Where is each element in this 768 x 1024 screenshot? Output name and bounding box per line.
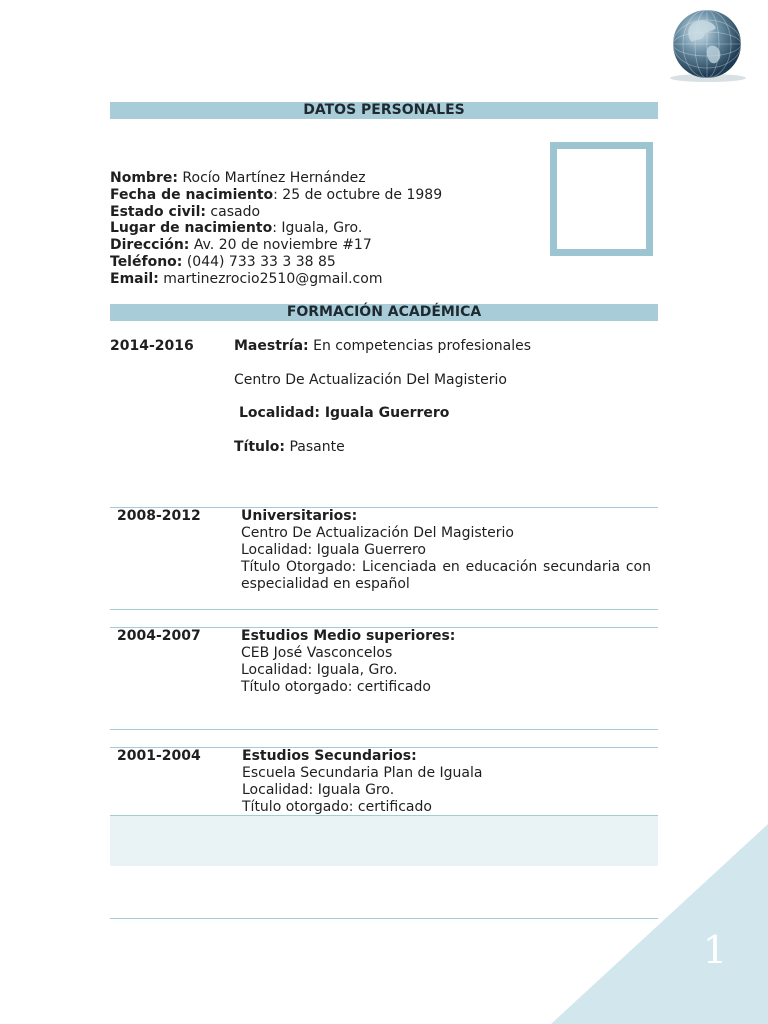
- field-value: martinezrocio2510@gmail.com: [158, 270, 383, 287]
- field-value: Rocío Martínez Hernández: [177, 170, 366, 186]
- entry-heading: Estudios Medio superiores:: [241, 628, 456, 644]
- section-title-datos-personales: DATOS PERSONALES: [110, 102, 658, 119]
- field-value: (044) 733 33 3 38 85: [182, 253, 336, 270]
- maestria-title: [234, 439, 345, 456]
- entry-secundarios: [242, 748, 482, 816]
- field-email: [110, 271, 540, 288]
- entry-years-secundarios: 2001-2004: [117, 748, 201, 764]
- entry-institution: CEB José Vasconcelos: [241, 645, 393, 661]
- entry-years-maestria: 2014-2016: [110, 338, 194, 354]
- field-label: Teléfono:: [110, 253, 183, 270]
- field-value: : Iguala, Gro.: [272, 220, 363, 237]
- entry-degree: Título Otorgado: Licenciada en educación secundaria con especialidad en español: [241, 559, 651, 592]
- field-label: Email:: [110, 270, 159, 287]
- entry-universitarios: [241, 508, 651, 593]
- divider: [110, 609, 658, 610]
- field-label: Fecha de nacimiento: [110, 186, 274, 203]
- entry-locality: Localidad: Iguala Gro.: [242, 782, 395, 798]
- maestria-title-label: Título:: [234, 439, 286, 455]
- maestria-institution: Centro De Actualización Del Magisterio: [234, 372, 507, 388]
- globe-icon: [666, 8, 750, 84]
- maestria-title-value: Pasante: [285, 439, 345, 455]
- divider: [110, 918, 658, 919]
- entry-years-universitarios: 2008-2012: [117, 508, 201, 524]
- field-telefono: [110, 254, 540, 271]
- field-nombre: [110, 170, 540, 187]
- divider: [110, 729, 658, 730]
- photo-placeholder: [550, 142, 653, 256]
- maestria-label: Maestría:: [234, 338, 309, 354]
- entry-maestria-heading: [234, 338, 531, 355]
- personal-data: [110, 170, 540, 288]
- entry-degree: Título otorgado: certificado: [241, 679, 431, 695]
- entry-locality: Localidad: Iguala Guerrero: [241, 542, 427, 558]
- field-fecha-nacimiento: [110, 187, 540, 204]
- entry-heading: Universitarios:: [241, 508, 358, 524]
- entry-years-medio-superiores: 2004-2007: [117, 628, 201, 644]
- entry-locality: Localidad: Iguala, Gro.: [241, 662, 398, 678]
- entry-institution: Centro De Actualización Del Magisterio: [241, 525, 514, 541]
- page-number: 1: [702, 928, 728, 972]
- entry-heading: Estudios Secundarios:: [242, 748, 417, 764]
- maestria-value: En competencias profesionales: [308, 338, 532, 354]
- section-title-formacion-academica: FORMACIÓN ACADÉMICA: [110, 304, 658, 321]
- shaded-empty-row: [110, 816, 658, 866]
- field-label: Lugar de nacimiento: [110, 220, 273, 237]
- entry-medio-superiores: [241, 628, 455, 696]
- maestria-locality: Localidad: Iguala Guerrero: [239, 405, 450, 421]
- field-value: casado: [205, 203, 261, 220]
- entry-degree: Título otorgado: certificado: [242, 799, 432, 815]
- field-value: Av. 20 de noviembre #17: [189, 237, 372, 254]
- field-direccion: [110, 237, 540, 254]
- field-label: Nombre:: [110, 170, 178, 186]
- field-lugar-nacimiento: [110, 220, 540, 237]
- entry-institution: Escuela Secundaria Plan de Iguala: [242, 765, 483, 781]
- field-estado-civil: [110, 204, 540, 221]
- field-value: : 25 de octubre de 1989: [273, 186, 443, 203]
- field-label: Dirección:: [110, 237, 190, 254]
- field-label: Estado civil:: [110, 203, 206, 220]
